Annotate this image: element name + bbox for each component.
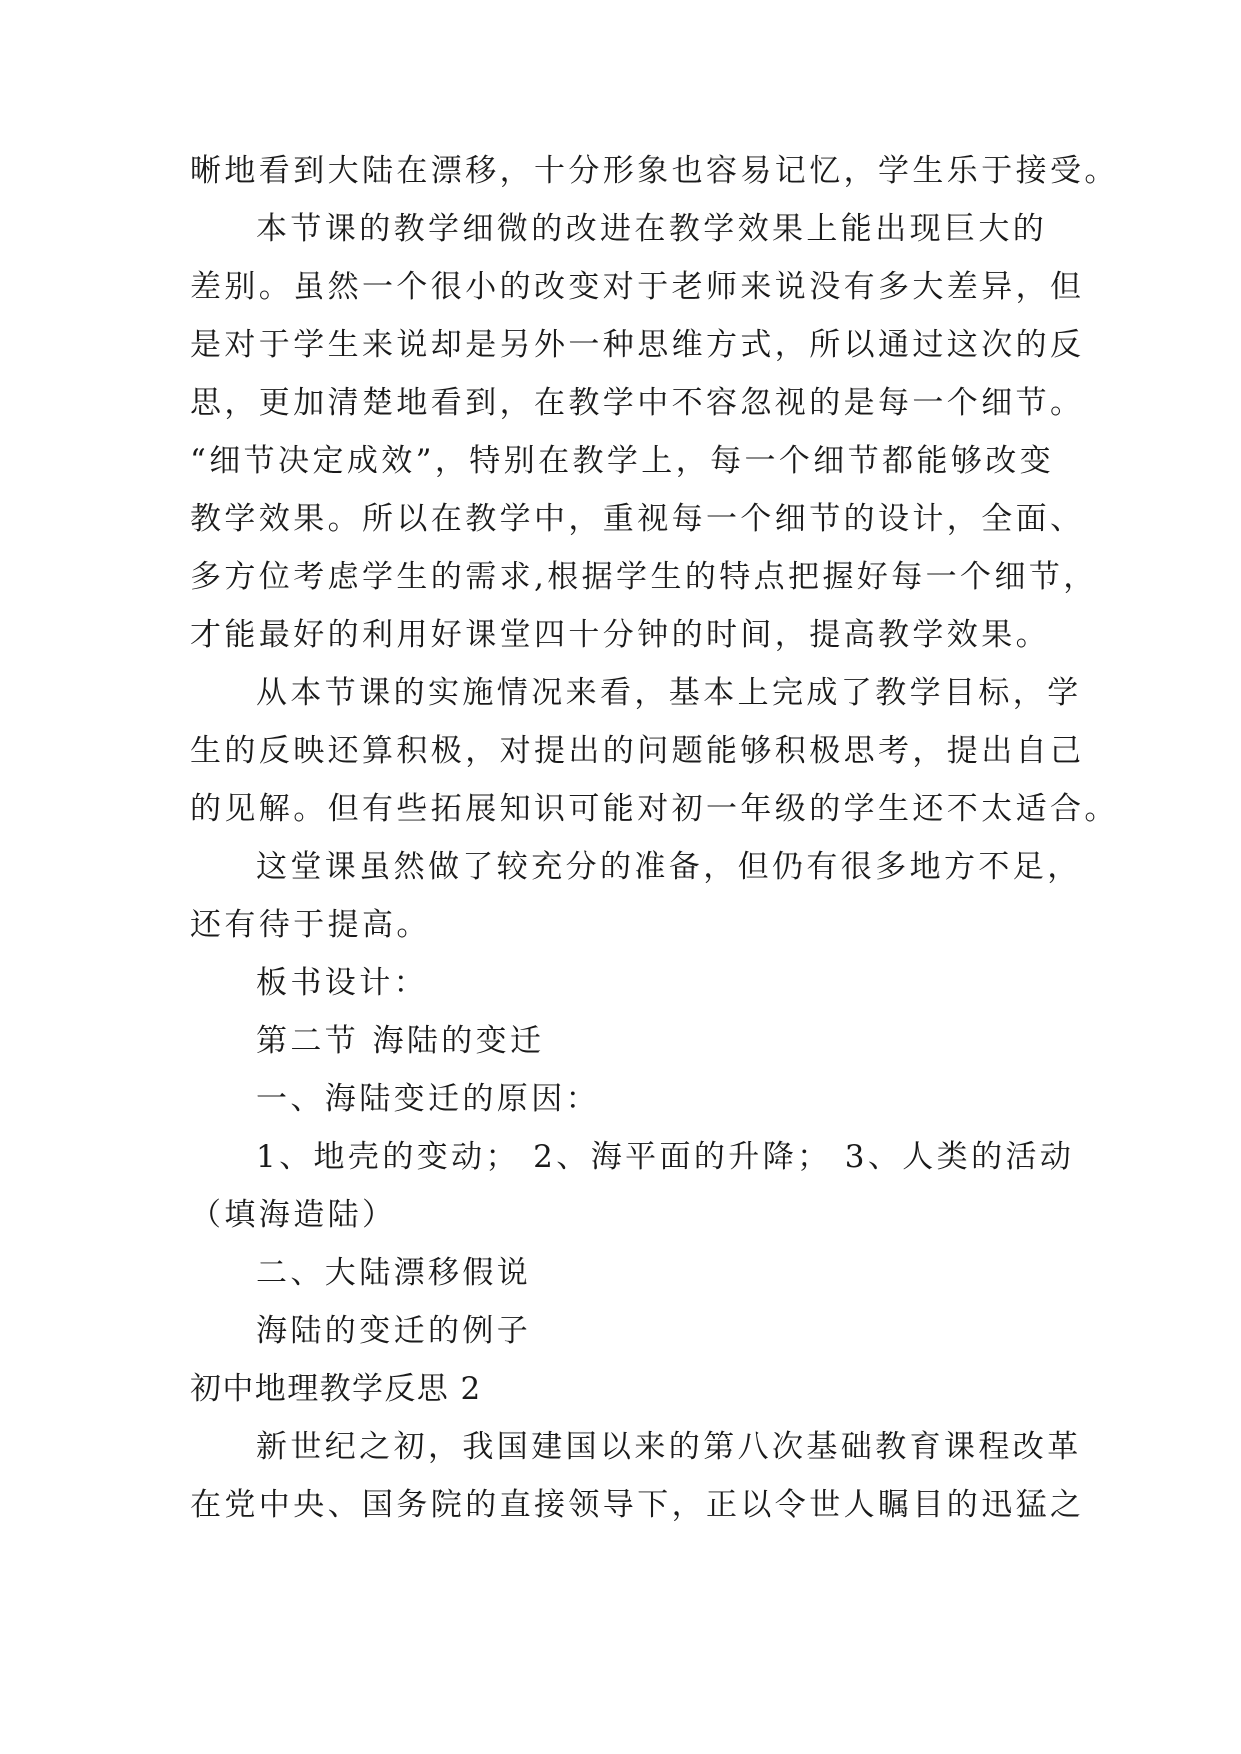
paragraph-line: 才能最好的利用好课堂四十分钟的时间，提高教学效果。 [190, 617, 1050, 653]
board-item: （填海造陆） [190, 1197, 397, 1233]
board-item: 一、海陆变迁的原因： [256, 1081, 600, 1117]
board-item: 1、地壳的变动； 2、海平面的升降； 3、人类的活动 [256, 1139, 1075, 1175]
board-item: 海陆的变迁的例子 [256, 1313, 532, 1349]
paragraph-line: 从本节课的实施情况来看，基本上完成了教学目标，学 [256, 675, 1082, 711]
paragraph-line: 是对于学生来说却是另外一种思维方式，所以通过这次的反 [190, 327, 1085, 363]
paragraph-line: 新世纪之初，我国建国以来的第八次基础教育课程改革 [256, 1429, 1082, 1465]
paragraph-line: 多方位考虑学生的需求,根据学生的特点把握好每一个细节， [190, 559, 1098, 595]
board-item: 二、大陆漂移假说 [256, 1255, 532, 1291]
paragraph-line: 的见解。但有些拓展知识可能对初一年级的学生还不太适合。 [190, 791, 1119, 827]
section-label: 板书设计： [256, 965, 428, 1001]
paragraph-line: 本节课的教学细微的改进在教学效果上能出现巨大的 [256, 211, 1048, 247]
board-heading: 第二节 海陆的变迁 [256, 1023, 545, 1059]
paragraph-line: 晰地看到大陆在漂移，十分形象也容易记忆，学生乐于接受。 [190, 153, 1119, 189]
paragraph-line: 还有待于提高。 [190, 907, 431, 943]
paragraph-line: 这堂课虽然做了较充分的准备，但仍有很多地方不足， [256, 849, 1082, 885]
paragraph-line: 教学效果。所以在教学中，重视每一个细节的设计，全面、 [190, 501, 1085, 537]
paragraph-line: 生的反映还算积极，对提出的问题能够积极思考，提出自己 [190, 733, 1085, 769]
article-title: 初中地理教学反思 2 [190, 1371, 482, 1407]
paragraph-line: “细节决定成效”，特别在教学上，每一个细节都能够改变 [190, 443, 1055, 479]
paragraph-line: 差别。虽然一个很小的改变对于老师来说没有多大差异，但 [190, 269, 1085, 305]
paragraph-line: 在党中央、国务院的直接领导下，正以令世人瞩目的迅猛之 [190, 1487, 1085, 1523]
paragraph-line: 思，更加清楚地看到，在教学中不容忽视的是每一个细节。 [190, 385, 1085, 421]
